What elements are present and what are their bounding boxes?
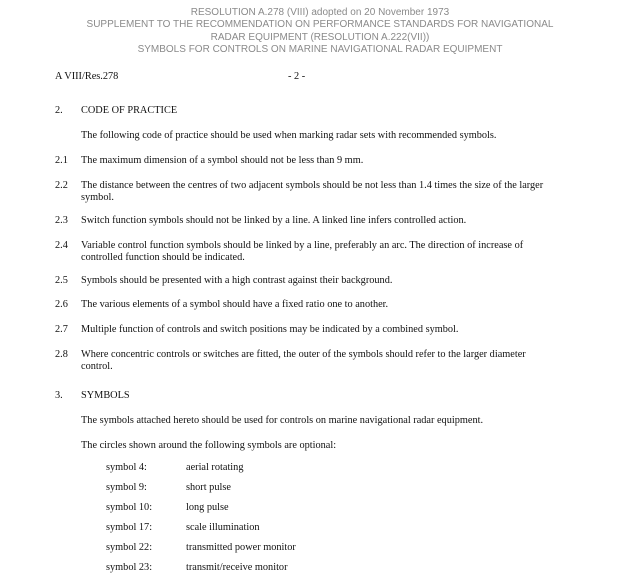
- section-3-title: SYMBOLS: [81, 390, 130, 401]
- item-text: The distance between the centres of two adjacent symbols should be not less than 1.4 times the size of the larger symbol.: [81, 180, 544, 203]
- page-reference: A VIII/Res.278: [55, 71, 119, 82]
- symbol-label: symbol 22:: [106, 542, 153, 553]
- section-3-paragraph: The symbols attached hereto should be used for controls on marine navigational radar equipment.: [81, 415, 484, 426]
- symbol-description: short pulse: [186, 482, 231, 493]
- symbol-description: scale illumination: [186, 522, 260, 533]
- item-number: 2.2: [55, 180, 68, 191]
- section-2-number: 2.: [55, 105, 63, 116]
- item-number: 2.7: [55, 324, 68, 335]
- item-number: 2.6: [55, 299, 68, 310]
- document-header: [0, 7, 640, 56]
- header-symbols-line: SYMBOLS FOR CONTROLS ON MARINE NAVIGATIONAL RADAR EQUIPMENT: [137, 43, 503, 55]
- item-number: 2.8: [55, 349, 68, 360]
- section-2-intro: The following code of practice should be used when marking radar sets with recommended symbols.: [81, 130, 497, 141]
- item-number: 2.1: [55, 155, 68, 166]
- section-3-number: 3.: [55, 390, 63, 401]
- item-text: Symbols should be presented with a high contrast against their background.: [81, 275, 393, 286]
- item-text: The various elements of a symbol should have a fixed ratio one to another.: [81, 299, 389, 310]
- header-equipment-line: RADAR EQUIPMENT (RESOLUTION A.222(VII)): [210, 31, 430, 43]
- symbol-label: symbol 10:: [106, 502, 153, 513]
- symbol-description: long pulse: [186, 502, 229, 513]
- item-text: Switch function symbols should not be linked by a line. A linked line infers controlled action.: [81, 215, 467, 226]
- item-number: 2.3: [55, 215, 68, 226]
- item-text: Multiple function of controls and switch positions may be indicated by a combined symbol.: [81, 324, 459, 335]
- item-number: 2.4: [55, 240, 68, 251]
- header-supplement-line: SUPPLEMENT TO THE RECOMMENDATION ON PERFORMANCE STANDARDS FOR NAVIGATIONAL: [86, 19, 554, 31]
- page-number: - 2 -: [288, 71, 306, 82]
- item-text: Variable control function symbols should be linked by a line, preferably an arc. The direction of increase of controlled function should be indicated.: [81, 240, 524, 263]
- header-resolution-line: RESOLUTION A.278 (VIII) adopted on 20 November 1973: [190, 7, 450, 18]
- item-number: 2.5: [55, 275, 68, 286]
- symbol-description: transmitted power monitor: [186, 542, 296, 553]
- symbol-label: symbol 17:: [106, 522, 153, 533]
- symbol-description: transmit/receive monitor: [186, 562, 288, 573]
- symbol-label: symbol 4:: [106, 462, 147, 473]
- symbol-label: symbol 9:: [106, 482, 147, 493]
- item-text: The maximum dimension of a symbol should not be less than 9 mm.: [81, 155, 364, 166]
- symbol-description: aerial rotating: [186, 462, 244, 473]
- item-text: Where concentric controls or switches are fitted, the outer of the symbols should refer to the larger diameter control.: [81, 349, 526, 372]
- section-3-paragraph: The circles shown around the following symbols are optional:: [81, 440, 337, 451]
- section-2-title: CODE OF PRACTICE: [81, 105, 178, 116]
- symbol-label: symbol 23:: [106, 562, 153, 573]
